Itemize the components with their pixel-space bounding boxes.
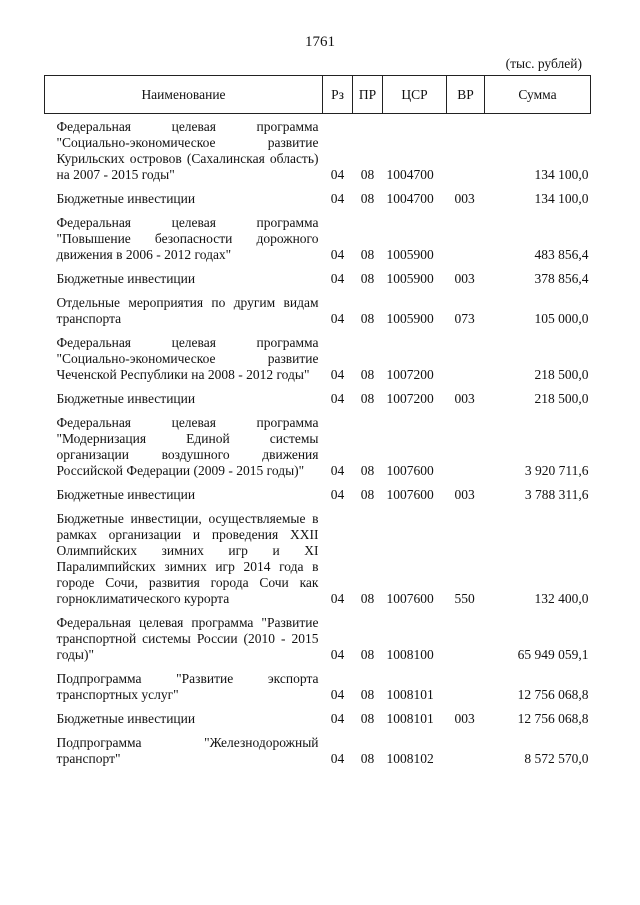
- row-sum: 105 000,0: [534, 311, 589, 326]
- row-sum: 12 756 068,8: [517, 687, 589, 702]
- table-header-row: [45, 76, 591, 114]
- table-row: [45, 290, 591, 330]
- row-rz: 04: [330, 191, 345, 206]
- header-sum: Сумма: [485, 76, 591, 114]
- row-rz: 04: [330, 591, 345, 606]
- row-sum: 134 100,0: [534, 191, 589, 206]
- row-csr: 1007600: [386, 591, 434, 606]
- row-name: Федеральная целевая программа "Развитие транспортной системы России (2010 - 2015 годы)": [56, 615, 319, 662]
- row-name: Бюджетные инвестиции: [56, 271, 196, 286]
- row-csr: 1007600: [386, 463, 434, 478]
- row-vr: 003: [454, 391, 475, 406]
- row-vr: 003: [454, 487, 475, 502]
- row-pr: 08: [360, 311, 375, 326]
- row-vr: [447, 410, 485, 482]
- table-row: [45, 506, 591, 610]
- table-row: [45, 386, 591, 410]
- table-row: [45, 266, 591, 290]
- table-row: [45, 330, 591, 386]
- row-rz: 04: [330, 687, 345, 702]
- row-sum: 12 756 068,8: [517, 711, 589, 726]
- row-csr: 1008101: [386, 687, 434, 702]
- row-sum: 132 400,0: [534, 591, 589, 606]
- row-pr: 08: [360, 487, 375, 502]
- row-pr: 08: [360, 591, 375, 606]
- row-csr: 1005900: [386, 271, 434, 286]
- row-csr: 1007600: [386, 487, 434, 502]
- row-pr: 08: [360, 367, 375, 382]
- table-row: [45, 210, 591, 266]
- table-row: [45, 482, 591, 506]
- header-vr: ВР: [447, 76, 485, 114]
- row-vr: [447, 610, 485, 666]
- row-pr: 08: [360, 751, 375, 766]
- table-row: [45, 186, 591, 210]
- row-csr: 1005900: [386, 247, 434, 262]
- row-rz: 04: [330, 391, 345, 406]
- row-pr: 08: [360, 647, 375, 662]
- table-row: [45, 610, 591, 666]
- row-vr: 073: [454, 311, 475, 326]
- row-csr: 1005900: [386, 311, 434, 326]
- row-csr: 1008101: [386, 711, 434, 726]
- header-name: Наименование: [45, 76, 323, 114]
- row-name: Бюджетные инвестиции: [56, 391, 196, 406]
- row-rz: 04: [330, 271, 345, 286]
- row-sum: 218 500,0: [534, 367, 589, 382]
- row-vr: 003: [454, 271, 475, 286]
- row-pr: 08: [360, 711, 375, 726]
- row-rz: 04: [330, 367, 345, 382]
- row-rz: 04: [330, 311, 345, 326]
- row-sum: 3 920 711,6: [524, 463, 589, 478]
- row-rz: 04: [330, 463, 345, 478]
- row-name: Бюджетные инвестиции: [56, 711, 196, 726]
- row-sum: 218 500,0: [534, 391, 589, 406]
- row-name: Отдельные мероприятия по другим видам транспорта: [56, 295, 319, 326]
- row-sum: 8 572 570,0: [524, 751, 589, 766]
- row-sum: 3 788 311,6: [524, 487, 589, 502]
- row-vr: 003: [454, 191, 475, 206]
- row-name: Федеральная целевая программа "Социально-экономическое развитие Курильских островов (Сахалинская область) на 2007 - 2015 годы": [56, 119, 319, 182]
- row-vr: [447, 330, 485, 386]
- units-label: (тыс. рублей): [505, 56, 582, 71]
- row-name: Федеральная целевая программа "Повышение безопасности дорожного движения в 2006 - 2012 годах": [56, 215, 319, 262]
- row-vr: [447, 210, 485, 266]
- row-pr: 08: [360, 463, 375, 478]
- row-csr: 1004700: [386, 191, 434, 206]
- row-pr: 08: [360, 271, 375, 286]
- row-pr: 08: [360, 247, 375, 262]
- row-sum: 483 856,4: [534, 247, 589, 262]
- row-name: Бюджетные инвестиции: [56, 191, 196, 206]
- row-vr: 003: [454, 711, 475, 726]
- row-name: Бюджетные инвестиции: [56, 487, 196, 502]
- row-pr: 08: [360, 687, 375, 702]
- page-number: 1761: [305, 34, 335, 50]
- row-vr: [447, 730, 485, 770]
- table-row: [45, 706, 591, 730]
- row-name: Подпрограмма "Развитие экспорта транспортных услуг": [56, 671, 319, 702]
- row-name: Федеральная целевая программа "Социально-экономическое развитие Чеченской Республики на 2008 - 2012 годы": [56, 335, 319, 382]
- row-rz: 04: [330, 647, 345, 662]
- row-csr: 1007200: [386, 391, 434, 406]
- row-rz: 04: [330, 247, 345, 262]
- row-sum: 134 100,0: [534, 167, 589, 182]
- header-rz: Рз: [323, 76, 353, 114]
- row-rz: 04: [330, 487, 345, 502]
- row-name: Подпрограмма "Железнодорожный транспорт": [56, 735, 319, 766]
- budget-table: [44, 75, 591, 770]
- row-sum: 378 856,4: [534, 271, 589, 286]
- row-rz: 04: [330, 751, 345, 766]
- row-csr: 1004700: [386, 167, 434, 182]
- row-vr: 550: [454, 591, 475, 606]
- row-rz: 04: [330, 711, 345, 726]
- row-sum: 65 949 059,1: [517, 647, 589, 662]
- table-row: [45, 730, 591, 770]
- row-vr: [447, 666, 485, 706]
- row-vr: [447, 114, 485, 187]
- row-name: Бюджетные инвестиции, осуществляемые в рамках организации и проведения XXII Олимпийских зимних игр и XI Паралимпийских зимних игр 2014 года в городе Сочи, развития города Сочи как горноклиматического курорта: [56, 511, 319, 606]
- table-row: [45, 666, 591, 706]
- row-rz: 04: [330, 167, 345, 182]
- row-name: Федеральная целевая программа "Модернизация Единой системы организации воздушного движения Российской Федерации (2009 - 2015 годы)": [56, 415, 319, 478]
- row-csr: 1008102: [386, 751, 434, 766]
- row-csr: 1007200: [386, 367, 434, 382]
- header-csr: ЦСР: [383, 76, 447, 114]
- row-csr: 1008100: [386, 647, 434, 662]
- header-pr: ПР: [353, 76, 383, 114]
- table-row: [45, 114, 591, 187]
- table-row: [45, 410, 591, 482]
- row-pr: 08: [360, 167, 375, 182]
- row-pr: 08: [360, 191, 375, 206]
- row-pr: 08: [360, 391, 375, 406]
